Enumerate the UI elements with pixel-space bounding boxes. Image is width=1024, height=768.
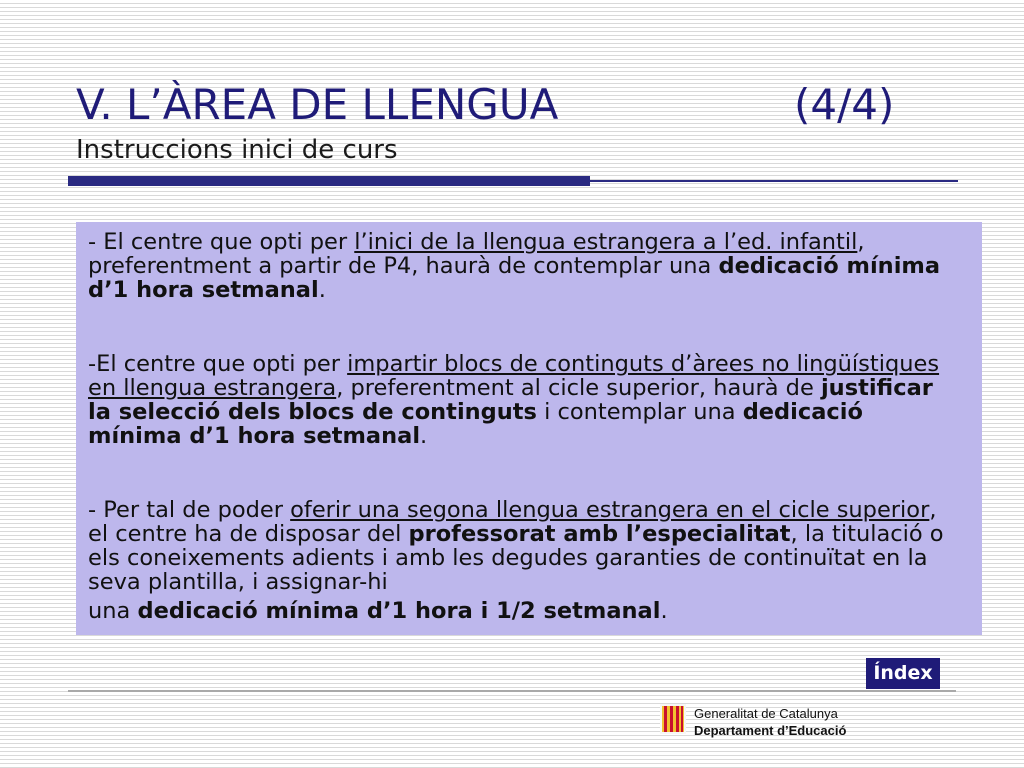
paragraph-last-line — [88, 599, 668, 623]
paragraph-text: i contemplar una — [536, 399, 743, 425]
bold-text: professorat amb l’especialitat — [408, 521, 791, 547]
slide-title-text: V. L’ÀREA DE LLENGUA — [76, 80, 559, 129]
paragraph-text: , preferentment al cicle superior, haurà de — [336, 375, 821, 401]
paragraph-infantil — [88, 230, 962, 302]
paragraph-text: -El centre que opti per — [88, 351, 348, 377]
bold-text: justificar la selecció dels blocs de continguts — [88, 375, 933, 425]
paragraph-text: , la titulació o els coneixements adients i amb les degudes garanties de continuïtat en la seva plantilla, i assignar-hi — [88, 521, 944, 595]
slide-subtitle: Instruccions inici de curs — [76, 135, 398, 165]
slide-page-indicator: (4/4) — [794, 80, 895, 129]
bold-text: dedicació mínima d’1 hora i 1/2 setmanal — [137, 598, 661, 624]
paragraph-text: . — [318, 277, 326, 303]
paragraph-text: - El centre que opti per — [88, 229, 355, 255]
paragraph-text: una — [88, 598, 138, 624]
paragraph-text: - Per tal de poder — [88, 497, 291, 523]
index-button[interactable]: Índex — [866, 658, 940, 689]
footer-divider — [68, 690, 956, 692]
paragraph-segona-llengua — [88, 498, 962, 623]
paragraph-blocs-continguts — [88, 352, 962, 448]
bold-text: dedicació mínima d’1 hora setmanal — [88, 399, 863, 449]
underlined-text: oferir una segona llengua estrangera en el cicle superior — [290, 497, 930, 523]
paragraph-text: . — [660, 598, 668, 624]
org-line-department: Departament d’Educació — [694, 723, 847, 738]
content-box — [76, 222, 982, 635]
underlined-text: l’inici de la llengua estrangera a l’ed. infantil — [354, 229, 858, 255]
bold-text: dedicació mínima d’1 hora setmanal — [88, 253, 941, 303]
title-underline-thin — [590, 180, 958, 182]
paragraph-text: . — [420, 423, 428, 449]
slide-title — [76, 80, 936, 130]
underlined-text: impartir blocs de continguts d’àrees no lingüístiques en llengua estrangera — [88, 351, 940, 401]
paragraph-text: , preferentment a partir de P4, haurà de contemplar una — [88, 229, 865, 279]
paragraph-text: , el centre ha de disposar del — [88, 497, 937, 547]
generalitat-logo-icon — [660, 704, 686, 734]
org-line-generalitat: Generalitat de Catalunya — [694, 706, 838, 721]
title-underline-thick — [68, 176, 590, 186]
organization-name — [694, 705, 846, 739]
